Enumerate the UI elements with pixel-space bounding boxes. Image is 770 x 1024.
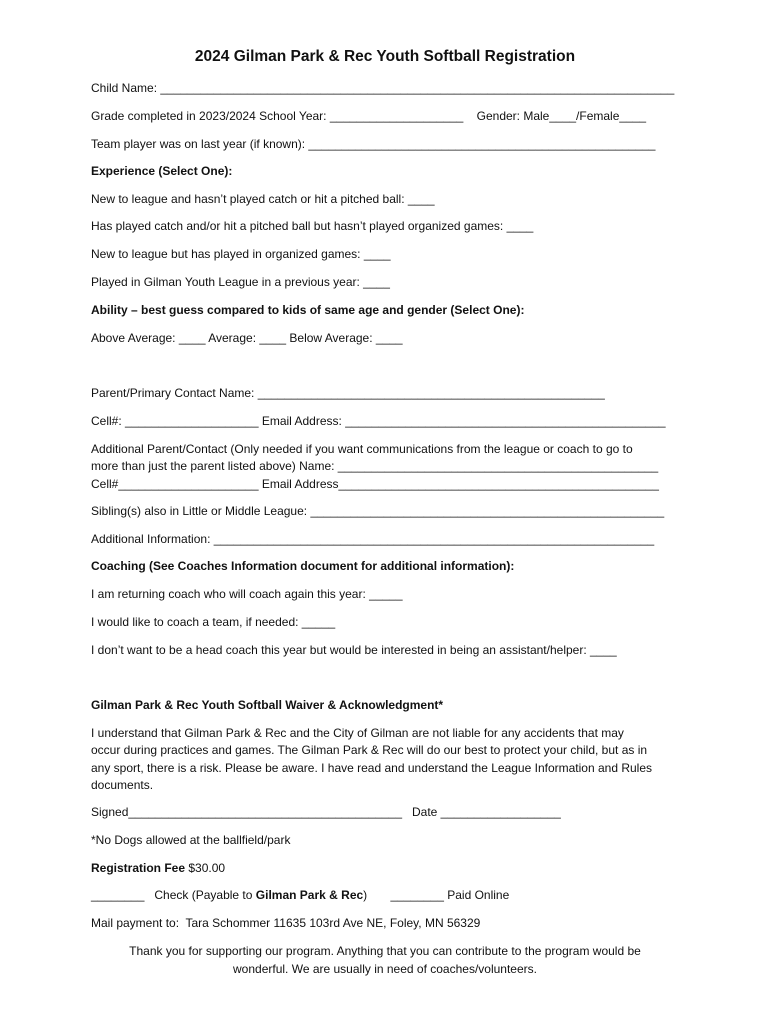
waiver-heading: Gilman Park & Rec Youth Softball Waiver & Acknowledgment* [91, 698, 444, 712]
experience-option: Played in Gilman Youth League in a previous year: ____ [91, 275, 390, 289]
signature-date-field: Signed_________________________________________ Date __________________ [91, 805, 561, 819]
additional-parent-line: Cell#_____________________ Email Address________________________________________________ [91, 477, 659, 491]
additional-parent-line: Additional Parent/Contact (Only needed if you want communications from the league or coach to go to [91, 442, 633, 456]
coaching-option: I would like to coach a team, if needed: _____ [91, 615, 336, 629]
child-name-field: Child Name: _____________________________________________________________________________ [91, 81, 675, 95]
fee-value: $30.00 [185, 861, 226, 875]
ability-heading: Ability – best guess compared to kids of same age and gender (Select One): [91, 303, 525, 317]
payment-options [91, 887, 509, 904]
additional-parent-line: more than just the parent listed above) Name: ________________________________________________ [91, 459, 659, 473]
parent-contact-field: Parent/Primary Contact Name: ____________________________________________________ [91, 386, 605, 400]
thank-you-line: Thank you for supporting our program. Anything that you can contribute to the program would be [129, 944, 641, 958]
thank-you-line: wonderful. We are usually in need of coaches/volunteers. [233, 961, 537, 976]
coaching-option: I don’t want to be a head coach this year but would be interested in being an assistant/helper: ____ [91, 643, 617, 657]
experience-option: New to league and hasn’t played catch or hit a pitched ball: ____ [91, 192, 435, 206]
waiver-text-line: occur during practices and games. The Gilman Park & Rec will do our best to protect your child, but as in [91, 743, 648, 757]
registration-fee [91, 860, 225, 877]
experience-option: New to league but has played in organized games: ____ [91, 247, 391, 261]
thank-you-note [95, 943, 675, 978]
no-dogs-notice: *No Dogs allowed at the ballfield/park [91, 833, 291, 847]
mail-payment-address: Mail payment to: Tara Schommer 11635 103rd Ave NE, Foley, MN 56329 [91, 916, 481, 930]
check-option-prefix: ________ Check (Payable to [91, 888, 256, 902]
experience-option: Has played catch and/or hit a pitched ball but hasn’t played organized games: ____ [91, 219, 534, 233]
ability-options: Above Average: ____ Average: ____ Below Average: ____ [91, 331, 403, 345]
additional-info-field: Additional Information: __________________________________________________________________ [91, 532, 655, 546]
coaching-heading: Coaching (See Coaches Information document for additional information): [91, 559, 515, 573]
cell-email-field: Cell#: ____________________ Email Address: ________________________________________________ [91, 414, 666, 428]
grade-gender-field: Grade completed in 2023/2024 School Year: ____________________ Gender: Male____/Female____ [91, 109, 647, 123]
coaching-option: I am returning coach who will coach again this year: _____ [91, 587, 403, 601]
check-payee: Gilman Park & Rec [255, 888, 364, 902]
sibling-field: Sibling(s) also in Little or Middle League: _____________________________________________________ [91, 504, 665, 518]
form-title: 2024 Gilman Park & Rec Youth Softball Registration [194, 48, 576, 65]
experience-heading: Experience (Select One): [91, 164, 233, 178]
waiver-text-line: documents. [91, 778, 154, 792]
online-option: ) ________ Paid Online [363, 888, 510, 902]
waiver-text-line: I understand that Gilman Park & Rec and the City of Gilman are not liable for any accidents that may [91, 726, 624, 740]
team-field: Team player was on last year (if known): ____________________________________________________ [91, 137, 656, 151]
waiver-text-line: any sport, there is a risk. Please be aware. I have read and understand the League Information and Rules [91, 761, 653, 775]
fee-label: Registration Fee [91, 861, 186, 875]
